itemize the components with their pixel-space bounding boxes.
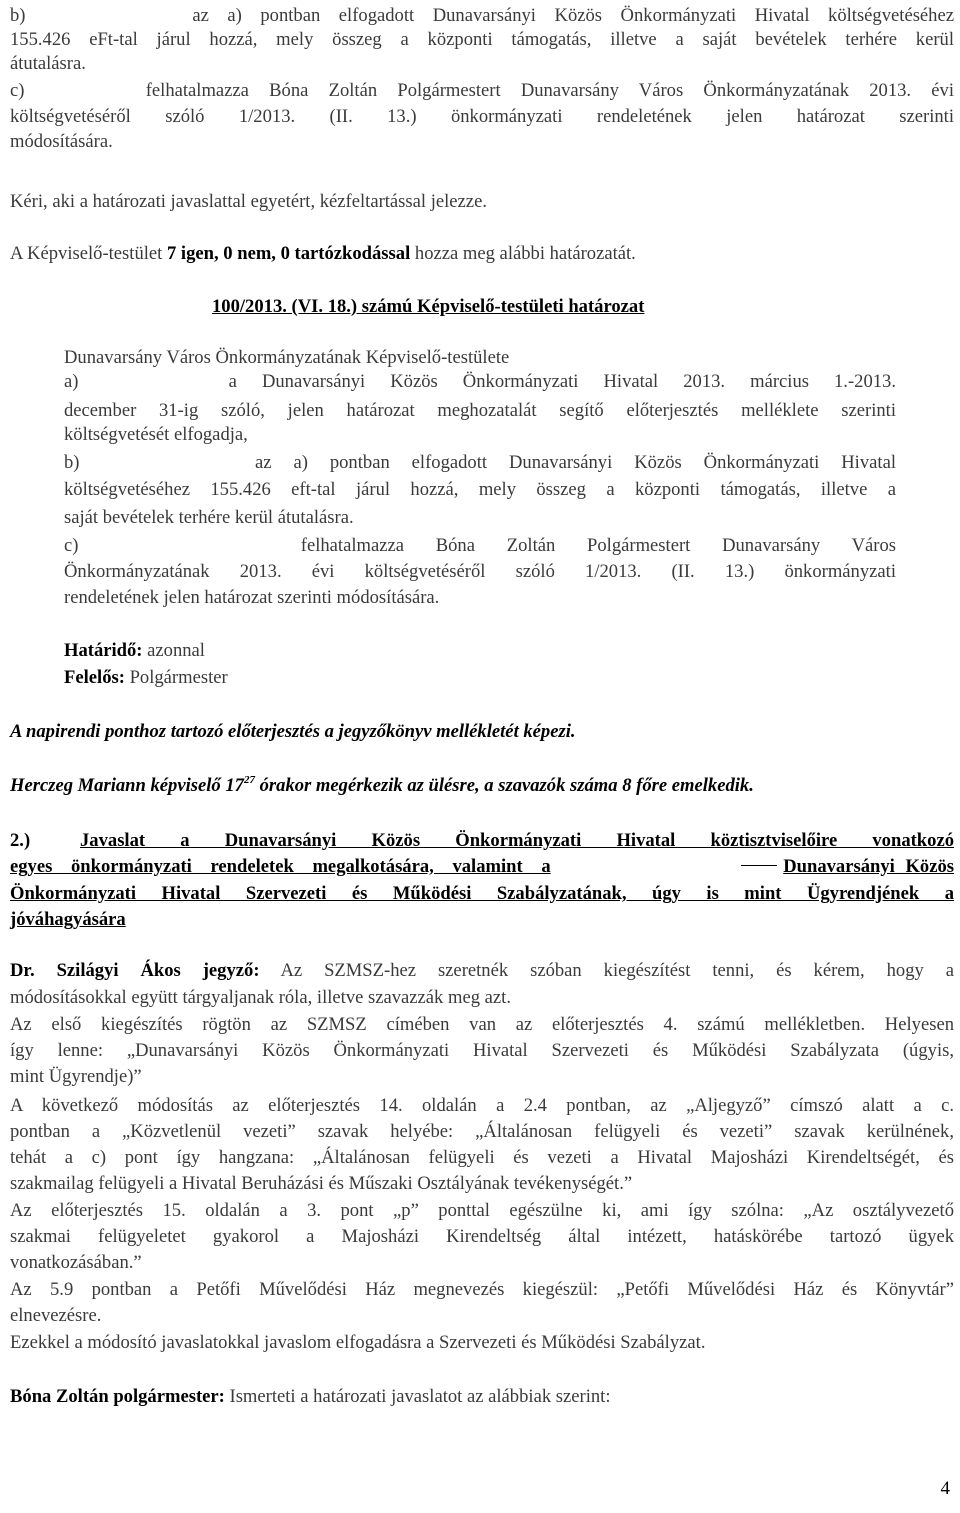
speech-text: Ismerteti a határozati javaslatot az alábbiak szerint: xyxy=(224,1386,611,1407)
text-line: december 31-ig szóló, jelen határozat meghozatalát segítő előterjesztés melléklete szerinti xyxy=(64,400,896,421)
agenda-item-title-part: egyes önkormányzati rendeletek megalkotására, valamint a xyxy=(10,856,551,877)
text-line: átutalásra. xyxy=(10,53,86,74)
text-line: vonatkozásában.” xyxy=(10,1252,142,1273)
text-line: Az előterjesztés 15. oldalán a 3. pont „p” ponttal egészülne ki, ami így szólna: „Az osztályvezető xyxy=(10,1200,954,1221)
text-line: mint Ügyrendje)” xyxy=(10,1066,142,1087)
text-line: c) felhatalmazza Bóna Zoltán Polgármestert Dunavarsány Város Önkormányzatának 2013. évi xyxy=(10,80,954,101)
text-line: Ezekkel a módosító javaslatokkal javaslom elfogadásra a Szervezeti és Működési Szabályzat. xyxy=(10,1332,706,1353)
deadline-label: Határidő: xyxy=(64,640,143,661)
text-line: Az első kiegészítés rögtön az SZMSZ címében van az előterjesztés 4. számú mellékletben. Helyesen xyxy=(10,1014,954,1035)
agenda-item-number: 2.) xyxy=(10,830,31,851)
speech-text: Az SZMSZ-hez szeretnék szóban kiegészítést tenni, és kérem, hogy a xyxy=(259,960,954,981)
text-line xyxy=(10,958,954,984)
vote-request-text: Kéri, aki a határozati javaslattal egyetért, kézfeltartással jelezze. xyxy=(10,191,487,212)
responsible-value: Polgármester xyxy=(124,667,228,688)
text-line: 155.426 eFt-tal járul hozzá, mely összeg a központi támogatás, illetve a saját bevételek terhére kerül xyxy=(10,29,954,50)
vote-result-post: hozza meg alábbi határozatát. xyxy=(410,243,636,264)
agenda-item-title-line: jóváhagyására xyxy=(10,909,126,930)
arrival-post: órakor megérkezik az ülésre, a szavazók száma 8 főre emelkedik. xyxy=(254,775,754,796)
vote-result-pre: A Képviselő-testület xyxy=(10,243,167,264)
text-line: módosításokkal együtt tárgyaljanak róla, illetve szavazzák meg azt. xyxy=(10,987,511,1008)
text-line: költségvetéséről szóló 1/2013. (II. 13.) önkormányzati rendeletének jelen határozat szerinti xyxy=(10,106,954,127)
text-line: Az 5.9 pontban a Petőfi Művelődési Ház megnevezés kiegészül: „Petőfi Művelődési Ház és Könyvtár” xyxy=(10,1279,954,1300)
arrival-minutes: 27 xyxy=(243,773,255,786)
vote-result-count: 7 igen, 0 nem, 0 tartózkodással xyxy=(166,243,411,264)
text-line: saját bevételek terhére kerül átutalásra. xyxy=(64,507,354,528)
text-line: költségvetését elfogadja, xyxy=(64,424,248,445)
text-line: pontban a „Közvetlenül vezeti” szavak helyébe: „Általánosan felügyeli és vezeti” szavak kerülnének, xyxy=(10,1121,954,1142)
text-line: elnevezésre. xyxy=(10,1305,102,1326)
text-line: A következő módosítás az előterjesztés 14. oldalán a 2.4 pontban, az „Aljegyző” címszó alatt a c. xyxy=(10,1095,954,1116)
agenda-item-title-line: Önkormányzati Hivatal Szervezeti és Működési Szabályzatának, úgy is mint Ügyrendjének a xyxy=(10,883,954,904)
speaker-name: Bóna Zoltán polgármester: xyxy=(10,1386,225,1407)
dash-rule xyxy=(741,865,777,866)
annex-note xyxy=(10,719,576,745)
text-line: b) az a) pontban elfogadott Dunavarsányi Közös Önkormányzati Hivatal költségvetéséhez xyxy=(10,5,954,26)
resolution-title xyxy=(212,294,644,320)
text-line: szakmai felügyeletet gyakorol a Majosházi Kirendeltség által intézett, hatáskörébe tartozó ügyek xyxy=(10,1226,954,1247)
vote-request xyxy=(10,189,487,215)
text-line: szakmailag felügyeli a Hivatal Beruházási és Műszaki Osztályának tevékenységét.” xyxy=(10,1173,633,1194)
text-line: a) a Dunavarsányi Közös Önkormányzati Hivatal 2013. március 1.-2013. xyxy=(64,371,896,392)
text-line: Dunavarsány Város Önkormányzatának Képviselő-testülete xyxy=(64,347,510,368)
responsible-label: Felelős: xyxy=(64,667,125,688)
deadline-value: azonnal xyxy=(142,640,205,661)
annex-note-text: A napirendi ponthoz tartozó előterjesztés a jegyzőkönyv mellékletét képezi. xyxy=(10,721,576,742)
text-line: Önkormányzatának 2013. évi költségvetéséről szóló 1/2013. (II. 13.) önkormányzati xyxy=(64,561,896,582)
speaker-name: Dr. Szilágyi Ákos jegyző: xyxy=(10,960,260,981)
page-number: 4 xyxy=(940,1478,950,1499)
agenda-item-title-part: Dunavarsányi Közös xyxy=(783,856,954,877)
arrival-note xyxy=(10,773,754,799)
agenda-item-title-line xyxy=(10,854,954,880)
vote-result xyxy=(10,241,636,267)
text-line: c) felhatalmazza Bóna Zoltán Polgármestert Dunavarsány Város xyxy=(64,535,896,556)
resolution-title-text: 100/2013. (VI. 18.) számú Képviselő-testületi határozat xyxy=(212,296,645,317)
responsible xyxy=(64,665,228,691)
text-line: módosítására. xyxy=(10,131,113,152)
text-line: tehát a c) pont így hangzana: „Általánosan felügyeli és vezeti a Hivatal Majosházi Kirendeltségét, és xyxy=(10,1147,954,1168)
text-line: b) az a) pontban elfogadott Dunavarsányi Közös Önkormányzati Hivatal xyxy=(64,452,896,473)
deadline xyxy=(64,638,205,664)
mayor-speech xyxy=(10,1384,611,1410)
text-line: rendeletének jelen határozat szerinti módosítására. xyxy=(64,587,440,608)
text-line: költségvetéséhez 155.426 eft-tal járul hozzá, mely összeg a központi támogatás, illetve a xyxy=(64,479,896,500)
arrival-pre: Herczeg Mariann képviselő 17 xyxy=(10,775,244,796)
agenda-item-title-line: Javaslat a Dunavarsányi Közös Önkormányzati Hivatal köztisztviselőire vonatkozó xyxy=(80,830,954,851)
text-line: így lenne: „Dunavarsányi Közös Önkormányzati Hivatal Szervezeti és Működési Szabályzata (úgyis, xyxy=(10,1040,954,1061)
